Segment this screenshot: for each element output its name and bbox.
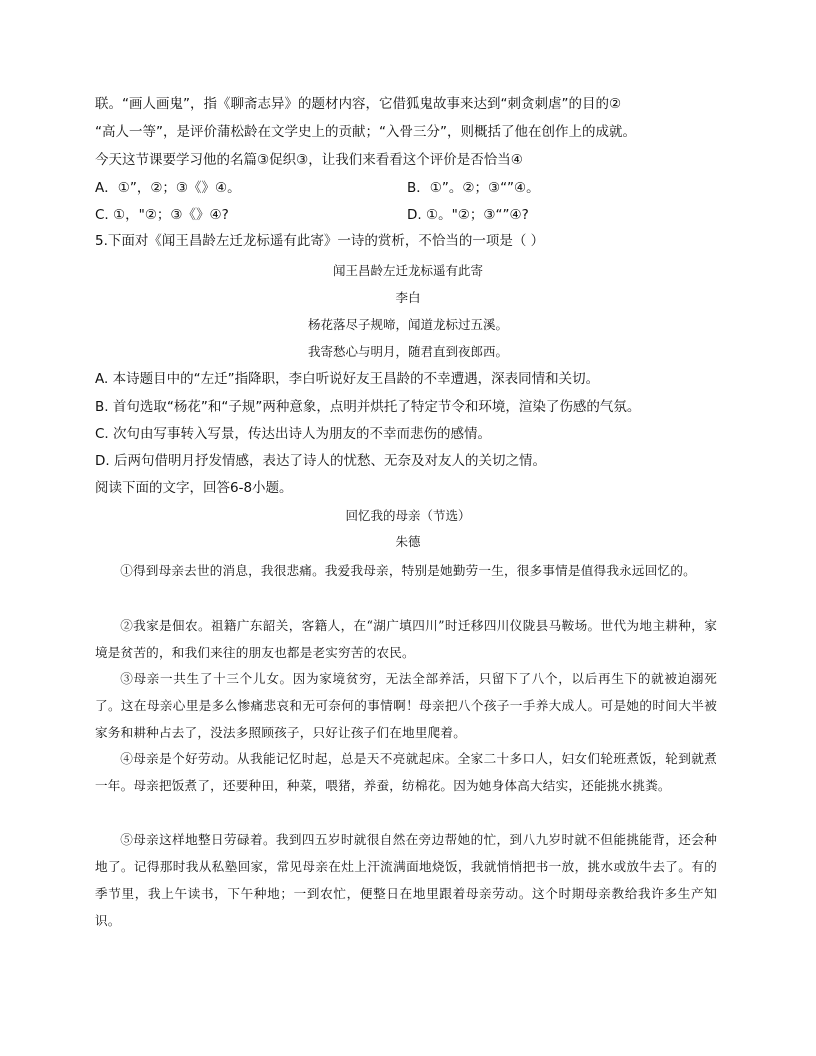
article-paragraph-4: ④母亲是个好劳动。从我能记忆时起，总是天不亮就起床。全家二十多口人，妇女们轮班煮饭，轮到就煮一年。母亲把饭煮了，还要种田，种菜，喂猪，养蚕，纺棉花。因为她身体高大结实，还能挑水挑粪。	[95, 751, 717, 793]
article-paragraph-2: ②我家是佃农。祖籍广东韶关，客籍人，在“湖广填四川”时迁移四川仪陇县马鞍场。世代为地主耕种，家境是贫苦的，和我们来往的朋友也都是老实穷苦的农民。	[95, 618, 717, 660]
q4-option-c: C. ①，"②；③《》④?	[95, 207, 229, 223]
q5-option-a: A. 本诗题目中的“左迁”指降职，李白听说好友王昌龄的不幸遭遇，深表同情和关切。	[95, 371, 600, 387]
q5-option-c: C. 次句由写事转入写景，传达出诗人为朋友的不幸而悲伤的感情。	[95, 426, 492, 442]
reading-intro: 阅读下面的文字，回答6-8小题。	[95, 480, 293, 496]
q4-option-b: B．①”。②；③“”④。	[407, 180, 540, 196]
text-line-3: 今天这节课要学习他的名篇③促织③，让我们来看看这个评价是否恰当④	[95, 152, 523, 168]
article-paragraph-1: ①得到母亲去世的消息，我很悲痛。我爱我母亲，特别是她勤劳一生，很多事情是值得我永远回忆的。	[120, 563, 696, 578]
q4-option-a: A．①”，②；③《》④。	[95, 180, 241, 196]
text-line-2: “高人一等”，是评价蒲松龄在文学史上的贡献；“入骨三分”，则概括了他在创作上的成就。	[95, 124, 636, 140]
poem-author: 李白	[395, 290, 421, 305]
article-paragraph-5: ⑤母亲这样地整日劳碌着。我到四五岁时就很自然在旁边帮她的忙，到八九岁时就不但能挑能背，还会种地了。记得那时我从私塾回家，常见母亲在灶上汗流满面地烧饭，我就悄悄把书一放，挑水或放牛去了。有的季节里，我上午读书，下午种地；一到农忙，便整日在地里跟着母亲劳动。这个时期母亲教给我许多生产知识。	[95, 832, 717, 928]
article-title: 回忆我的母亲（节选）	[345, 508, 471, 523]
q5-option-d: D. 后两句借明月抒发情感，表达了诗人的忧愁、无奈及对友人的关切之情。	[95, 453, 546, 469]
text-line-1: 联。“画人画鬼”，指《聊斋志异》的题材内容，它借狐鬼故事来达到“刺贪刺虐”的目的②	[95, 96, 622, 112]
article-author: 朱德	[395, 534, 421, 549]
q4-option-d: D. ①。"②；③“”④?	[407, 207, 529, 223]
q5-option-b: B. 首句选取“杨花”和“子规”两种意象，点明并烘托了特定节令和环境，渲染了伤感的气氛。	[95, 399, 641, 415]
poem-line-2: 我寄愁心与明月，随君直到夜郎西。	[307, 344, 508, 359]
question-5: 5.下面对《闻王昌龄左迁龙标遥有此寄》一诗的赏析，不恰当的一项是（ ）	[95, 233, 545, 249]
poem-title: 闻王昌龄左迁龙标遥有此寄	[332, 263, 483, 278]
poem-line-1: 杨花落尽子规啼，闻道龙标过五溪。	[307, 317, 508, 332]
article-paragraph-3: ③母亲一共生了十三个儿女。因为家境贫穷，无法全部养活，只留下了八个，以后再生下的就被迫溺死了。这在母亲心里是多么惨痛悲哀和无可奈何的事情啊！母亲把八个孩子一手养大成人。可是她的时间大半被家务和耕种占去了，没法多照顾孩子，只好让孩子们在地里爬着。	[95, 671, 717, 740]
